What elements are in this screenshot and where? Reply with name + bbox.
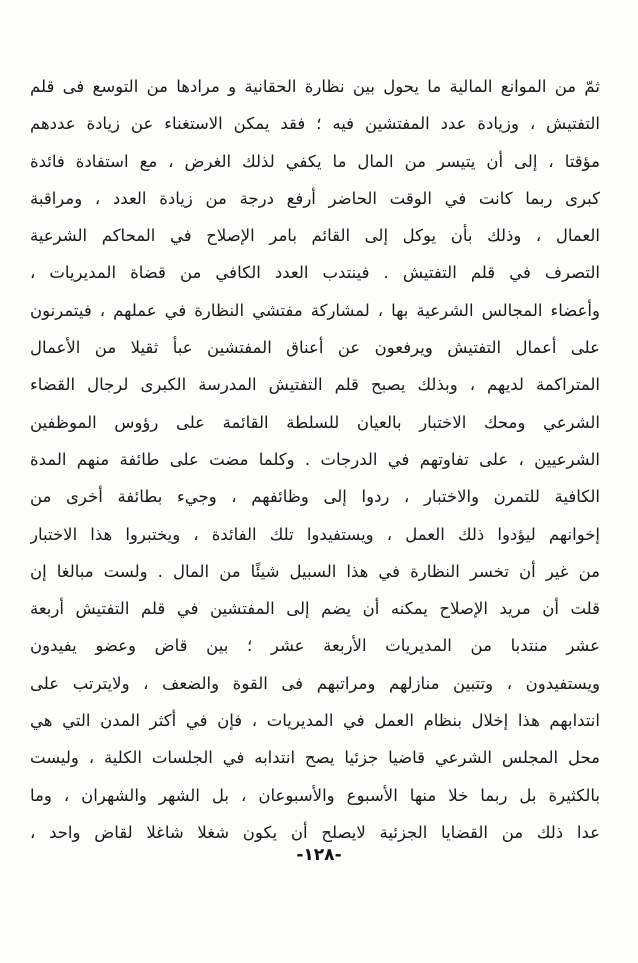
- text-line-3: مؤقتا ، إلى أن يتيسر من المال ما يكفي لذلك الغرض ، مع استفادة فائدة: [30, 151, 600, 171]
- text-line-6: التصرف في قلم التفتيش . فينتدب العدد الكافي من قضاة المديريات ،: [30, 263, 600, 283]
- text-line-10: الشرعي ومحك الاختبار بالعيان للسلطة القائمة على رؤوس الموظفين: [30, 412, 600, 432]
- text-line-9: المتراكمة لديهم ، وبذلك يصبح قلم التفتيش المدرسة الكبرى لرجال القضاء: [30, 375, 600, 395]
- text-line-21: عدا ذلك من القضايا الجزئية لايصلح أن يكون شغلا شاغلا لقاض واحد ،: [30, 822, 600, 842]
- text-line-14: من غير أن تخسر النظارة في هذا السبيل شيئًا من المال . ولست مبالغا إن: [30, 561, 600, 581]
- text-line-7: وأعضاء المجالس الشرعية بها ، لمشاركة مفتشي النظارة في عملهم ، فيتمرنون: [30, 300, 600, 320]
- text-line-12: الكافية للتمرن والاختبار ، ردوا إلى وظائفهم ، وجيء بطائفة أخرى من: [30, 487, 600, 507]
- text-line-15: قلت أن مريد الإصلاح يمكنه أن يضم إلى المفتشين في قلم التفتيش أربعة: [30, 599, 600, 619]
- text-line-1: ثمّ من الموانع المالية ما يحول بين نظارة الحقانية و مرادها من التوسع فى قلم: [30, 77, 600, 96]
- text-line-8: على أعمال التفتيش ويرفعون عن أعناق المفتشين عبأ ثقيلا من الأعمال: [30, 338, 600, 358]
- text-line-16: عشر منتدبا من المديريات الأربعة عشر ؛ بين قاض وعضو يفيدون: [30, 636, 600, 656]
- text-line-18: انتدابهم هذا إخلال بنظام العمل في المديريات ، فإن في أكثر المدن التي هي: [30, 711, 600, 731]
- text-line-2: التفتيش ، وزيادة عدد المفتشين فيه ؛ فقد يمكن الاستغناء عن زيادة عددهم: [30, 114, 600, 134]
- text-line-5: العمال ، وذلك بأن يوكل إلى القائم بامر الإصلاح في المحاكم الشرعية: [30, 226, 600, 246]
- text-line-13: إخوانهم ليؤدوا ذلك العمل ، ويستفيدوا تلك الفائدة ، ويختبروا هذا الاختبار: [30, 524, 600, 544]
- body-text: [30, 68, 600, 851]
- text-line-4: كبرى ربما كانت في الوقت الحاضر أرفع درجة من زيادة العدد ، ومراقبة: [30, 188, 600, 208]
- text-line-19: محل المجلس الشرعي قاضيا جزئيا يصح انتدابه في الجلسات الكلية ، وليست: [30, 748, 600, 768]
- text-line-20: بالكثيرة بل ربما خلا منها الأسبوع والأسبوعان ، بل الشهر والشهران ، وما: [30, 785, 600, 805]
- text-line-17: ويستفيدون ، وتتبين منازلهم ومراتبهم فى القوة والضعف ، ولايترتب على: [30, 673, 600, 693]
- text-line-11: الشرعيين ، على تفاوتهم في الدرجات . وكلما مضت على طائفة منهم المدة: [30, 449, 600, 469]
- page-number: -١٢٨-: [296, 845, 342, 865]
